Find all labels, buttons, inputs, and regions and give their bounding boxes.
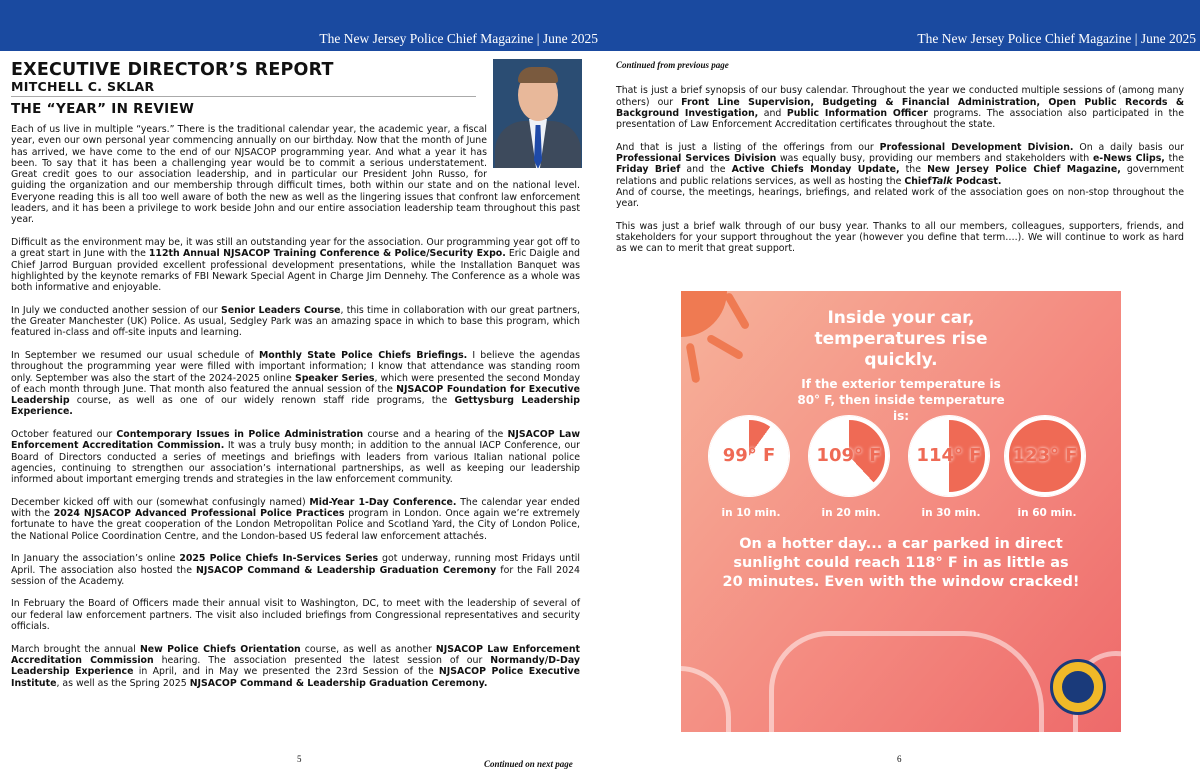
page-number-left: 5 [297,754,302,764]
paragraph: December kicked off with our (somewhat confusingly named) Mid-Year 1-Day Conference. The calendar year ended with the 2024 NJSACOP Advanced Professional Police Practices program in London. Once again we’re extremely fortunate to have the great cooperation of the London Metropolitan Police and Scotland Yard, the City of London Police, the National Police Coordination Centre, and the London-based US federal law enforcement attachés. [11,496,580,542]
author-photo [493,59,582,168]
paragraph: In September we resumed our usual schedule of Monthly State Police Chiefs Briefings. I believe the agendas throughout the programming year were filled with important information; I know that attendance was standing room only. September was also the start of the 2024-2025 online Speaker Series, which were presented the second Monday of each month through June. That month also featured the annual session of the NJSACOP Foundation for Executive Leadership course, as well as one of our widely renown staff ride programs, the Gettysburg Leadership Experience. [11,349,581,418]
paragraph: In January the association’s online 2025 Police Chiefs In-Services Series got underway, running most Fridays until April. The association also hosted the NJSACOP Command & Leadership Graduation Ceremony for the Fall 2024 session of the Academy. [11,553,580,587]
poster-warning: On a hotter day... a car parked in direct sunlight could reach 118° F in as little as 20 minutes. Even with the window cracked! [722,536,1080,590]
continued-next: Continued on next page [484,759,573,769]
association-seal [1050,659,1106,715]
left-column [11,60,580,700]
header-right [602,0,1200,51]
temp-value: 109° F [816,445,882,466]
temp-value: 123° F [1012,445,1078,466]
header-right-text: The New Jersey Police Chief Magazine | June 2025 [917,31,1196,46]
paragraph: Each of us live in multiple “years.” There is the traditional calendar year, the academic year, a fiscal year, even our own personal year commencing annually on our birthday. Now that the month of June has arrived, we have come to the end of our NJSACOP programming year. And what a year it has been. To say that it has been a challenging year would be to commit a serious understatement. Great credit goes to our association leadership, and in particular our President John Russo, for guiding the organization and our membership through difficult times, both within our state and on the national level. Everyone reading this is all too well aware of both the new as well as the lingering issues that confront law enforcement leaders, and it has been a privilege to work beside John and our entire association leadership team throughout this past year. [11,124,580,226]
temp-circle [809,416,889,496]
header-left-text: The New Jersey Police Chief Magazine | June 2025 [319,31,598,46]
right-body [616,85,1184,254]
page-number-right: 6 [897,754,902,764]
paragraph: In February the Board of Officers made their annual visit to Washington, DC, to meet with the leadership of several of our federal law enforcement partners. The visit also included briefings from Congressional representatives and security officials. [11,598,580,633]
poster-headline: Inside your car, temperatures rise quickly. [814,308,988,370]
paragraph: In July we conducted another session of our Senior Leaders Course, this time in collaboration with our great partners, the Greater Manchester (UK) Police. As usual, Sedgley Park was an amazing space in which to base this program, which featured in-class and off-site inputs and learning. [11,304,581,339]
title-divider [11,96,476,97]
paragraph: And that is just a listing of the offerings from our Professional Development Division. On a daily basis our Professional Services Division was equally busy, providing our members and stakeholders with e-News Clips, the Friday Brief and the Active Chiefs Monday Update, the New Jersey Police Chief Magazine, government relations and public relations services, as well as hosting the ChiefTalk Podcast. And of course, the meetings, hearings, briefings, and related work of the association goes on non-stop throughout the year. [616,141,1184,210]
paragraph: This was just a brief walk through of our busy year. Thanks to all our members, colleagues, supporters, friends, and stakeholders for your support throughout the year (however you define that term….). We will continue to work as hard as we can to merit that great support. [616,220,1184,255]
paragraph: October featured our Contemporary Issues in Police Administration course and a hearing of the NJSACOP Law Enforcement Accreditation Commission. It was a truly busy month; in addition to the annual IACP Conference, our Board of Directors conducted a series of meetings and briefings with leaders from various Italian national police agencies, continuing to strengthen our association’s international partnerships, as well as keeping our leadership informed about important emerging trends and strategies in the law enforcement community. [11,429,580,486]
report-title: EXECUTIVE DIRECTOR’S REPORT [11,60,334,80]
car-center-graphic [769,631,1044,732]
temp-value: 114° F [916,445,982,466]
paragraph: March brought the annual New Police Chiefs Orientation course, as well as another NJSACOP Law Enforcement Accreditation Commission hearing. The association presented the latest session of our Normandy/D-Day Leadership Experience in April, and in May we presented the 23rd Session of the NJSACOP Police Executive Institute, as well as the Spring 2025 NJSACOP Command & Leadership Graduation Ceremony. [11,643,580,689]
left-body [11,124,580,689]
hot-car-poster [681,291,1121,732]
temp-circle [709,416,789,496]
temp-time: in 20 min. [821,507,881,519]
temp-time: in 30 min. [921,507,981,519]
temp-circle [1005,416,1085,496]
report-author: MITCHELL C. SKLAR [11,79,155,94]
header-left [0,0,602,51]
report-subtitle: THE “YEAR” IN REVIEW [11,101,195,117]
temp-time: in 10 min. [721,507,781,519]
car-left-graphic [681,666,731,732]
paragraph: Difficult as the environment may be, it was still an outstanding year for the association. Our programming year got off to a great start in June with the 112th Annual NJSACOP Training Conference & Police/Security Expo. Eric Daigle and Chief Jarrod Burguan provided excellent professional development presentations, while the Installation Banquet was highlighted by the keynote remarks of FBI Newark Special Agent in Charge Jim Dennehy. The Conference as a whole was both informative and enjoyable. [11,236,580,294]
paragraph: That is just a brief synopsis of our busy calendar. Throughout the year we conducted multiple sessions of (among many others) our Front Line Supervision, Budgeting & Financial Administration, Open Public Records & Background Investigation, and Public Information Officer programs. The association also participated in the presentation of Law Enforcement Accreditation certificates throughout the state. [616,85,1185,131]
right-column [616,60,1184,266]
poster-intro: If the exterior temperature is 80° F, then inside temperature is: [797,377,1005,423]
temp-value: 99° F [722,445,776,466]
continued-prev: Continued from previous page [616,60,729,70]
temp-circle [909,416,989,496]
temp-time: in 60 min. [1017,507,1077,519]
